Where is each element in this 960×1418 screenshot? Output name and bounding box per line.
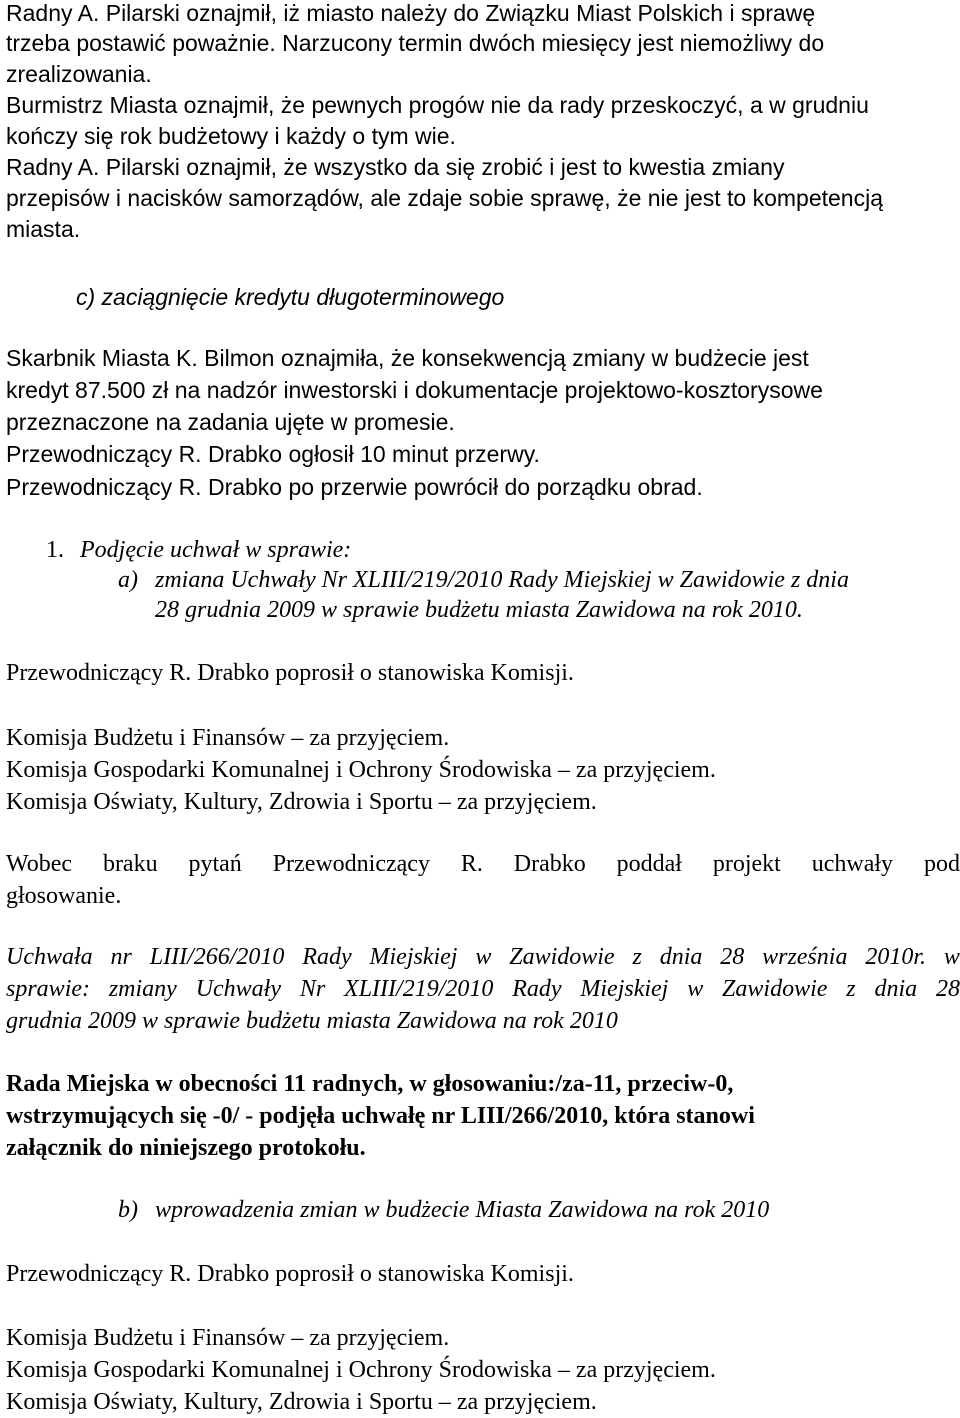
paragraph-line: przepisów i nacisków samorządów, ale zdaje sobie sprawę, że nie jest to kompetencją — [6, 185, 883, 211]
list-item-title: Podjęcie uchwał w sprawie: — [80, 537, 352, 563]
paragraph-line: kredyt 87.500 zł na nadzór inwestorski i dokumentacje projektowo-kosztorysowe — [6, 377, 823, 403]
section-heading: c) zaciągnięcie kredytu długoterminowego — [76, 284, 505, 310]
word: 28 — [935, 976, 960, 1002]
paragraph-line: zrealizowania. — [6, 61, 152, 87]
vote-result-line: wstrzymujących się -0/ - podjęła uchwałę nr LIII/266/2010, która stanowi — [6, 1103, 755, 1129]
justified-line — [6, 848, 960, 880]
word: Uchwała — [6, 944, 93, 970]
sublist-item-line: wprowadzenia zmian w budżecie Miasta Zawidowa na rok 2010 — [155, 1197, 770, 1223]
word: dnia — [659, 944, 703, 970]
paragraph-line: kończy się rok budżetowy i każdy o tym wie. — [6, 123, 456, 149]
word: R. — [460, 851, 483, 877]
word: w — [475, 944, 492, 970]
word: w — [943, 944, 960, 970]
paragraph-line: przeznaczone na zadania ujęte w promesie. — [6, 409, 455, 435]
vote-result-line: Rada Miejska w obecności 11 radnych, w głosowaniu:/za-11, przeciw-0, — [6, 1071, 734, 1097]
word: braku — [102, 851, 158, 877]
paragraph-line: Przewodniczący R. Drabko po przerwie powrócił do porządku obrad. — [6, 474, 703, 500]
paragraph-line: trzeba postawić poważnie. Narzucony termin dwóch miesięcy jest niemożliwy do — [6, 30, 825, 56]
word: sprawie: — [6, 976, 90, 1002]
vote-result-line: załącznik do niniejszego protokołu. — [6, 1135, 366, 1161]
word: Drabko — [513, 851, 586, 877]
commission-line: Komisja Budżetu i Finansów – za przyjęciem. — [6, 725, 450, 751]
word: Miejskiej — [580, 976, 669, 1002]
commission-line: Komisja Gospodarki Komunalnej i Ochrony Środowiska – za przyjęciem. — [6, 1357, 716, 1383]
sublist-item-line: 28 grudnia 2009 w sprawie budżetu miasta Zawidowa na rok 2010. — [155, 597, 803, 623]
commission-line: Komisja Oświaty, Kultury, Zdrowia i Sportu – za przyjęciem. — [6, 1389, 597, 1415]
word: września — [762, 944, 848, 970]
paragraph-line: Przewodniczący R. Drabko poprosił o stanowiska Komisji. — [6, 660, 574, 686]
word: Miejskiej — [369, 944, 458, 970]
sublist-item-line: zmiana Uchwały Nr XLIII/219/2010 Rady Miejskiej w Zawidowie z dnia — [155, 567, 849, 593]
paragraph-line: Radny A. Pilarski oznajmił, iż miasto należy do Związku Miast Polskich i sprawę — [6, 0, 816, 26]
word: Zawidowie — [722, 976, 828, 1002]
sublist-label: b) — [118, 1197, 138, 1223]
paragraph-line: miasta. — [6, 216, 81, 242]
paragraph-line: Burmistrz Miasta oznajmił, że pewnych progów nie da rady przeskoczyć, a w grudniu — [6, 92, 869, 118]
word: 28 — [720, 944, 745, 970]
word: XLIII/219/2010 — [344, 976, 494, 1002]
word: nr — [110, 944, 132, 970]
word: poddał — [616, 851, 682, 877]
word: Przewodniczący — [272, 851, 430, 877]
paragraph-line: Skarbnik Miasta K. Bilmon oznajmiła, że konsekwencją zmiany w budżecie jest — [6, 345, 809, 371]
word: Nr — [299, 976, 326, 1002]
justified-line — [6, 941, 960, 973]
commission-line: Komisja Oświaty, Kultury, Zdrowia i Sportu – za przyjęciem. — [6, 789, 597, 815]
commission-line: Komisja Gospodarki Komunalnej i Ochrony Środowiska – za przyjęciem. — [6, 757, 716, 783]
word: Rady — [302, 944, 352, 970]
word: LIII/266/2010 — [149, 944, 285, 970]
paragraph-line: Radny A. Pilarski oznajmił, że wszystko da się zrobić i jest to kwestia zmiany — [6, 154, 785, 180]
word: dnia — [874, 976, 918, 1002]
word: z — [846, 976, 856, 1002]
word: w — [687, 976, 704, 1002]
word: projekt — [712, 851, 781, 877]
paragraph-line: głosowanie. — [6, 883, 122, 909]
word: pytań — [188, 851, 242, 877]
paragraph-line: Przewodniczący R. Drabko poprosił o stanowiska Komisji. — [6, 1261, 574, 1287]
word: Wobec — [6, 851, 73, 877]
word: 2010r. — [865, 944, 927, 970]
commission-line: Komisja Budżetu i Finansów – za przyjęciem. — [6, 1325, 450, 1351]
word: Rady — [512, 976, 562, 1002]
sublist-label: a) — [118, 567, 138, 593]
justified-line — [6, 973, 960, 1005]
word: zmiany — [108, 976, 177, 1002]
word: pod — [923, 851, 960, 877]
word: Uchwały — [195, 976, 281, 1002]
word: Zawidowie — [509, 944, 615, 970]
word: z — [632, 944, 642, 970]
paragraph-line: grudnia 2009 w sprawie budżetu miasta Zawidowa na rok 2010 — [6, 1008, 618, 1034]
word: uchwały — [811, 851, 894, 877]
paragraph-line: Przewodniczący R. Drabko ogłosił 10 minut przerwy. — [6, 441, 540, 467]
list-number: 1. — [46, 537, 64, 563]
